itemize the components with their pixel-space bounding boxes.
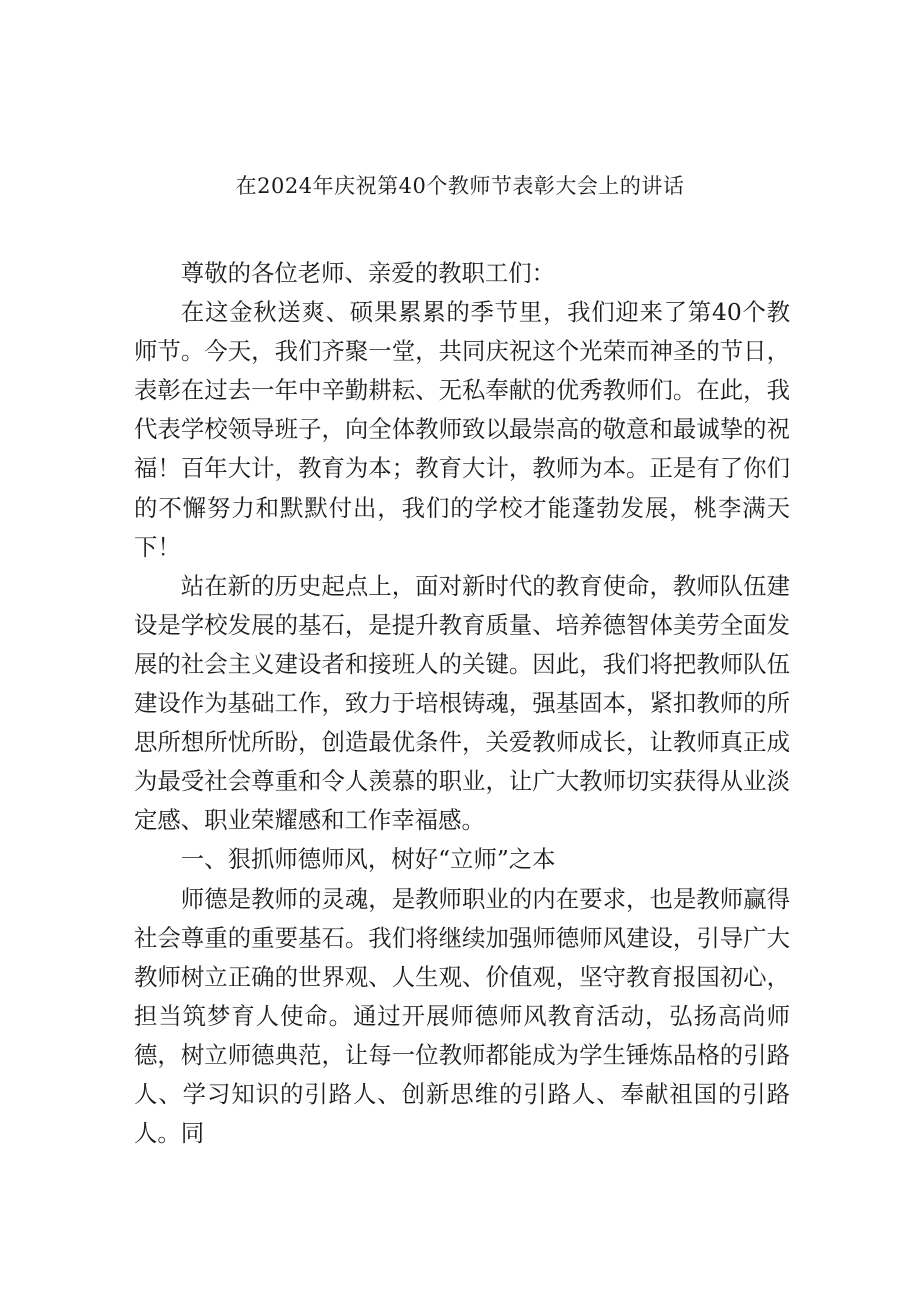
document-body <box>134 254 790 1153</box>
document-title: 在2024年庆祝第40个教师节表彰大会上的讲话 <box>235 174 685 198</box>
paragraph-opening: 在这金秋送爽、硕果累累的季节里，我们迎来了第40个教师节。今天，我们齐聚一堂，共同庆祝这个光荣而神圣的节日，表彰在过去一年中辛勤耕耘、无私奉献的优秀教师们。在此，我代表学校领导班子，向全体教师致以最崇高的敬意和最诚挚的祝福！百年大计，教育为本；教育大计，教师为本。正是有了你们的不懈努力和默默付出，我们的学校才能蓬勃发展，桃李满天下！ <box>134 298 790 561</box>
paragraph-team-building: 站在新的历史起点上，面对新时代的教育使命，教师队伍建设是学校发展的基石，是提升教育质量、培养德智体美劳全面发展的社会主义建设者和接班人的关键。因此，我们将把教师队伍建设作为基础工作，致力于培根铸魂，强基固本，紧扣教师的所思所想所忧所盼，创造最优条件，关爱教师成长，让教师真正成为最受社会尊重和令人羡慕的职业，让广大教师切实获得从业淡定感、职业荣耀感和工作幸福感。 <box>134 571 790 835</box>
paragraph-teacher-ethics: 师德是教师的灵魂，是教师职业的内在要求，也是教师赢得社会尊重的重要基石。我们将继续加强师德师风建设，引导广大教师树立正确的世界观、人生观、价值观，坚守教育报国初心，担当筑梦育人使命。通过开展师德师风教育活动，弘扬高尚师德，树立师德典范，让每一位教师都能成为学生锤炼品格的引路人、学习知识的引路人、创新思维的引路人、奉献祖国的引路人。同 <box>134 884 790 1148</box>
salutation: 尊敬的各位老师、亲爱的教职工们： <box>180 259 556 287</box>
section-heading: 一、狠抓师德师风，树好“立师”之本 <box>180 845 556 874</box>
